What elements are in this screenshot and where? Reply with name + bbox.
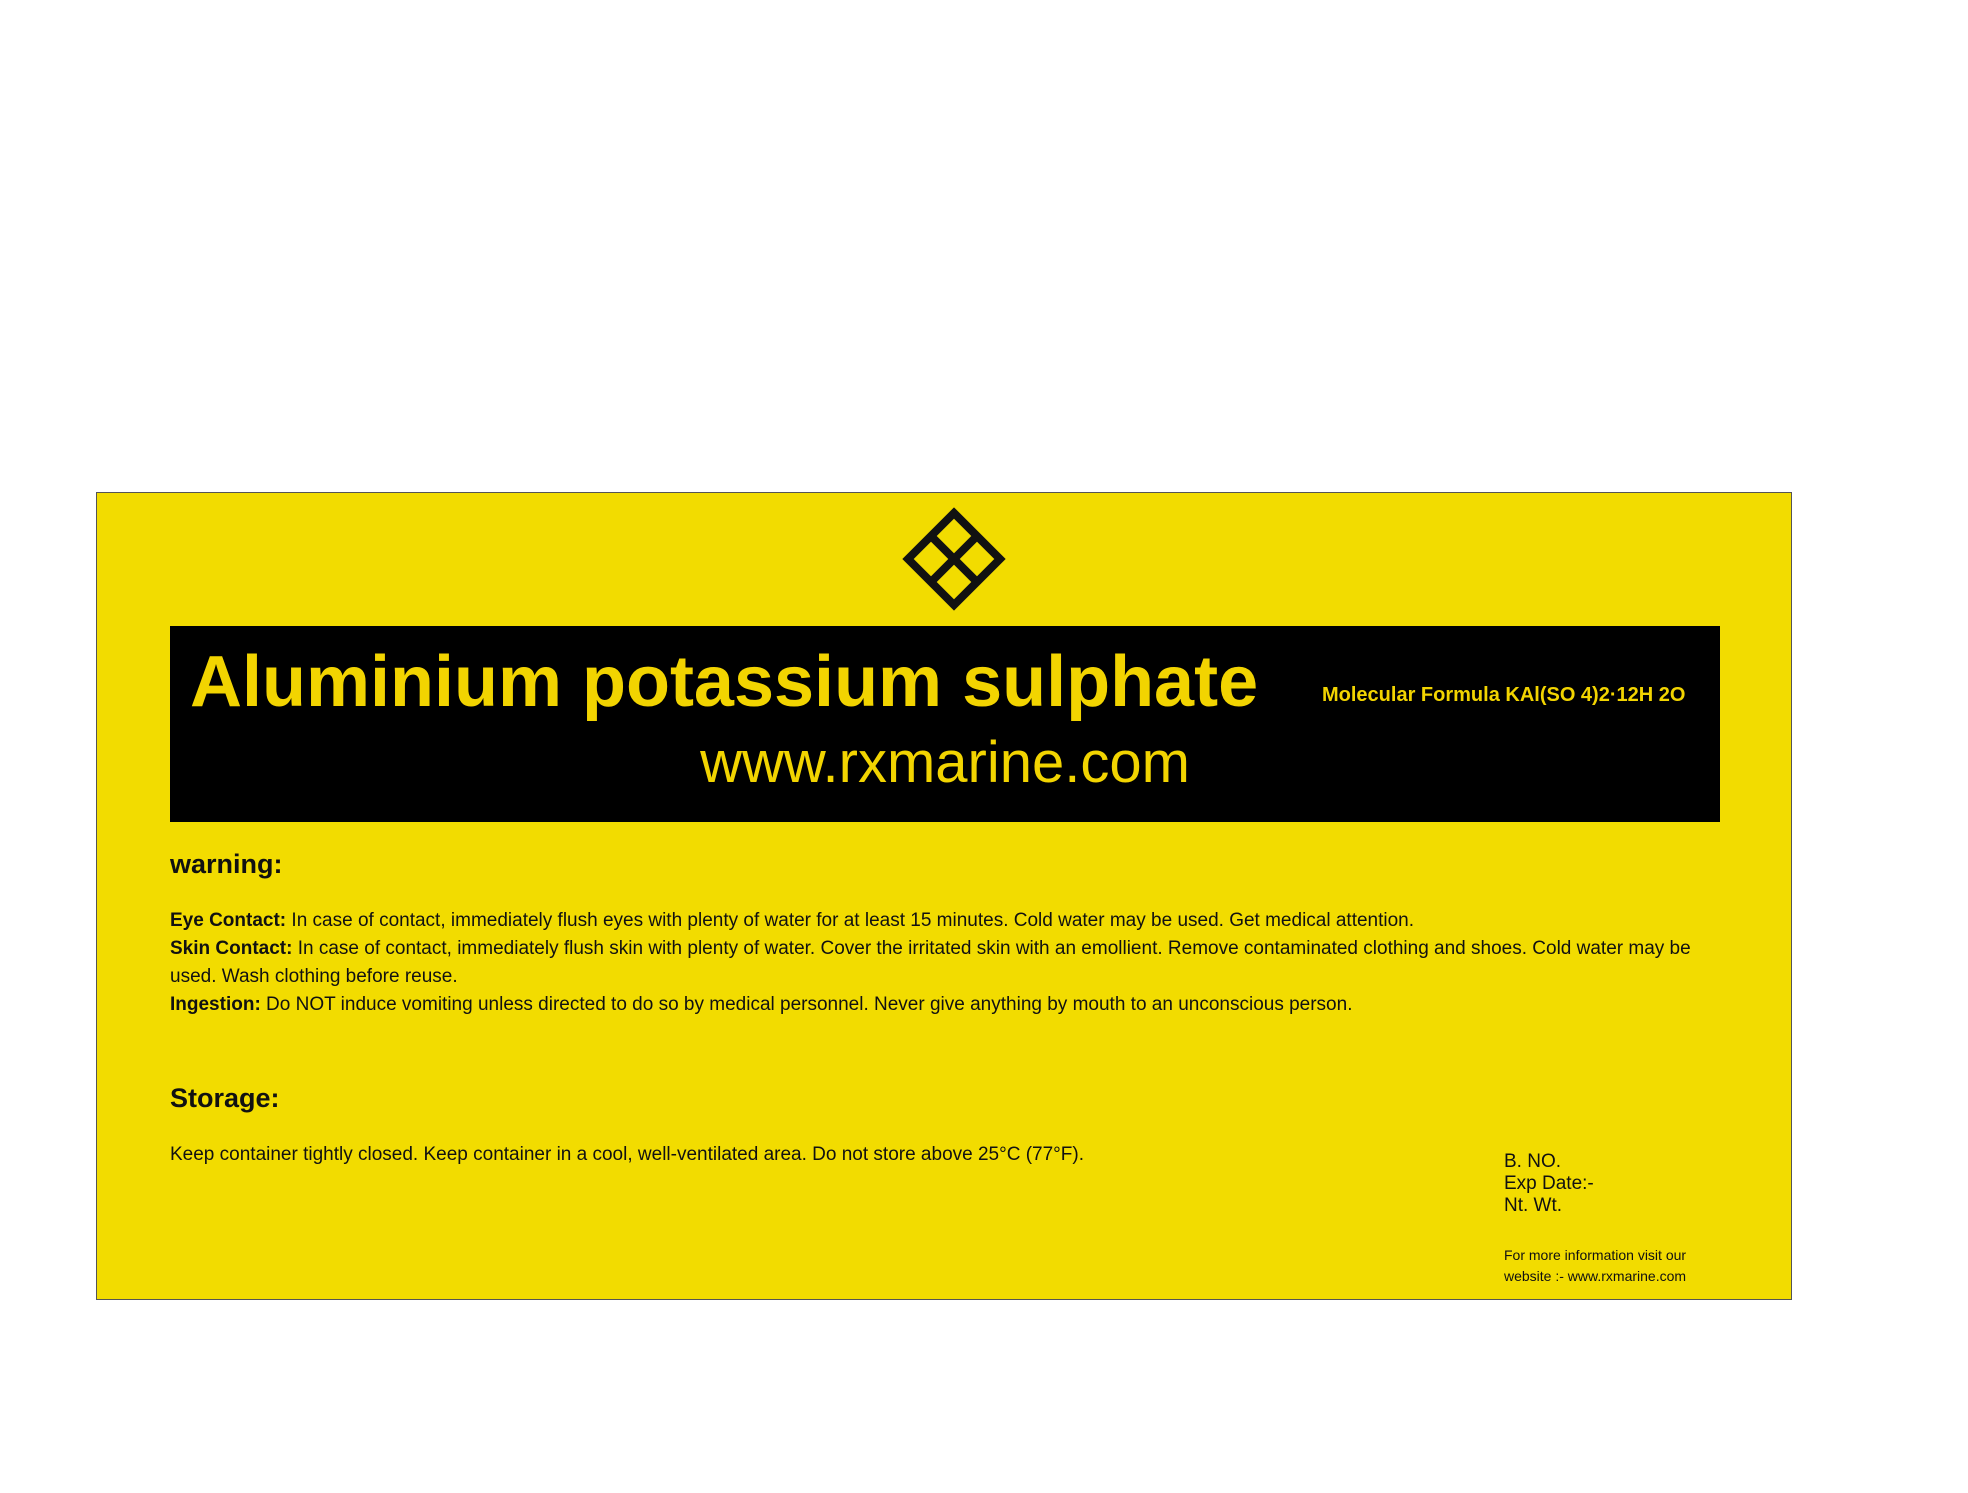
title-banner (170, 626, 1720, 822)
batch-number: B. NO. (1504, 1151, 1562, 1172)
batch-info (1504, 1151, 1594, 1217)
hazard-text: Do NOT induce vomiting unless directed to do so by medical personnel. Never give anything by mouth to an unconscious person. (260, 994, 1353, 1015)
info-line: website :- www.rxmarine.com (1504, 1268, 1687, 1284)
net-weight: Nt. Wt. (1504, 1195, 1563, 1216)
website-url[interactable]: www.rxmarine.com (700, 730, 1190, 795)
diamond-grid-icon (902, 507, 1006, 611)
hazard-label: Eye Contact: (170, 910, 287, 931)
hazard-text: In case of contact, immediately flush skin with plenty of water. Cover the irritated skin with an emollient. Remove contaminated clothing and shoes. Cold water may be used. Wash clothing before reuse. (170, 938, 1691, 987)
hazard-label: Skin Contact: (170, 938, 293, 959)
storage-text: Keep container tightly closed. Keep container in a cool, well-ventilated area. Do not store above 25°C (77°F). (170, 1144, 1084, 1165)
hazard-label: Ingestion: (170, 994, 261, 1015)
product-label (96, 492, 1792, 1300)
expiry-date: Exp Date:- (1504, 1173, 1594, 1194)
hazard-item (170, 907, 1722, 935)
hazard-item (170, 991, 1722, 1019)
hazard-text: In case of contact, immediately flush eyes with plenty of water for at least 15 minutes. Cold water may be used. Get medical attention. (286, 910, 1415, 931)
info-line: For more information visit our (1504, 1247, 1687, 1263)
warning-heading: warning: (170, 849, 283, 879)
storage-heading: Storage: (170, 1083, 280, 1113)
molecular-formula: Molecular Formula KAl(SO 4)2·12H 2O (1322, 684, 1686, 706)
hazard-item (170, 935, 1722, 991)
info-note (1504, 1245, 1744, 1287)
product-title: Aluminium potassium sulphate (190, 642, 1259, 722)
hazard-list (170, 907, 1722, 1019)
